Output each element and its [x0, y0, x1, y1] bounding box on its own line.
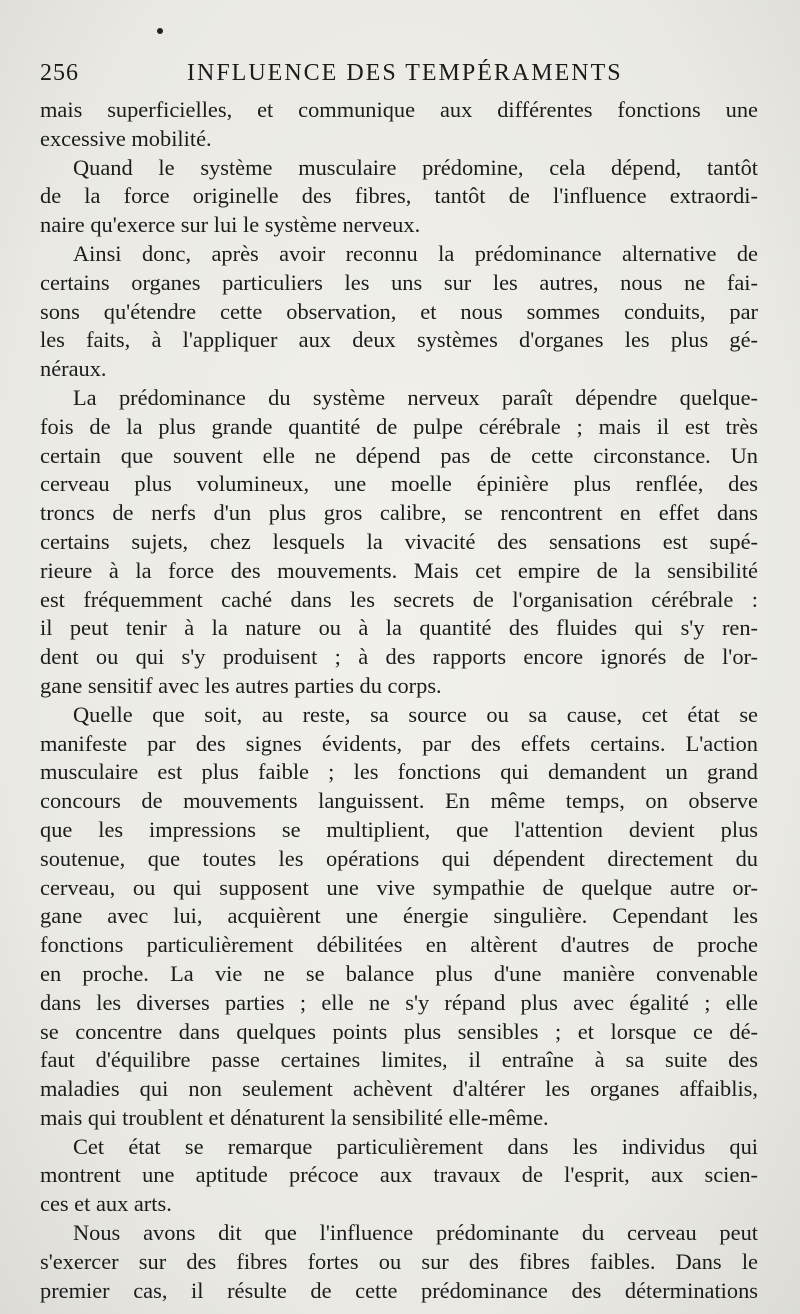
text-line: musculaire est plus faible ; les fonctions qui demandent un grand [40, 759, 758, 785]
text-line: fonctions particulièrement débilitées en altèrent d'autres de proche [40, 932, 758, 958]
text-line: mais qui troublent et dénaturent la sensibilité elle-même. [40, 1104, 549, 1130]
text-line: premier cas, il résulte de cette prédominance des déterminations [40, 1277, 758, 1303]
text-line: concours de mouvements languissent. En même temps, on observe [40, 788, 758, 814]
text-line: naire qu'exerce sur lui le système nerveux. [40, 212, 421, 238]
text-line: certain que souvent elle ne dépend pas de cette circonstance. Un [40, 442, 758, 468]
text-line: faut d'équilibre passe certaines limites, il entraîne à sa suite des [40, 1047, 758, 1073]
text-line: Cet état se remarque particulièrement dans les individus qui [73, 1133, 758, 1159]
text-line: excessive mobilité. [40, 125, 212, 151]
running-title: INFLUENCE DES TEMPÉRAMENTS [187, 60, 623, 86]
text-line: maladies qui non seulement achèvent d'altérer les organes affaiblis, [40, 1076, 758, 1102]
text-line: rieure à la force des mouvements. Mais cet empire de la sensibilité [40, 557, 758, 583]
text-line: Quelle que soit, au reste, sa source ou sa cause, cet état se [73, 701, 758, 727]
text-line: dent ou qui s'y produisent ; à des rapports encore ignorés de l'or- [40, 644, 758, 670]
text-line: ces et aux arts. [40, 1191, 172, 1217]
ink-dot [157, 28, 163, 34]
text-line: certains organes particuliers les uns sur les autres, nous ne fai- [40, 269, 758, 295]
text-line: en proche. La vie ne se balance plus d'une manière convenable [40, 960, 758, 986]
text-line: Quand le système musculaire prédomine, cela dépend, tantôt [73, 154, 758, 180]
text-line: soutenue, que toutes les opérations qui dépendent directement du [40, 845, 758, 871]
text-line: sons qu'étendre cette observation, et nous sommes conduits, par [40, 298, 758, 324]
text-line: mais superficielles, et communique aux différentes fonctions une [40, 97, 758, 122]
text-line: s'exercer sur des fibres fortes ou sur des fibres faibles. Dans le [40, 1248, 758, 1274]
text-line: certains sujets, chez lesquels la vivacité des sensations est supé- [40, 528, 758, 554]
text-line: montrent une aptitude précoce aux travaux de l'esprit, aux scien- [40, 1162, 758, 1188]
text-line: La prédominance du système nerveux paraît dépendre quelque- [73, 384, 758, 410]
text-line: est fréquemment caché dans les secrets de l'organisation cérébrale : [40, 586, 758, 612]
text-line: de la force originelle des fibres, tantôt de l'influence extraordi- [40, 183, 758, 209]
text-line: Nous avons dit que l'influence prédominante du cerveau peut [73, 1220, 758, 1246]
text-line: gane sensitif avec les autres parties du corps. [40, 672, 442, 698]
text-line: cerveau, ou qui supposent une vive sympathie de quelque autre or- [40, 874, 758, 900]
text-line: Ainsi donc, après avoir reconnu la prédominance alternative de [73, 240, 758, 266]
text-line: dans les diverses parties ; elle ne s'y répand plus avec égalité ; elle [40, 989, 758, 1015]
body-text [40, 96, 758, 1305]
text-line: se concentre dans quelques points plus sensibles ; et lorsque ce dé- [40, 1018, 758, 1044]
text-line: que les impressions se multiplient, que l'attention devient plus [40, 816, 758, 842]
text-line: néraux. [40, 356, 107, 382]
text-line: les faits, à l'appliquer aux deux systèmes d'organes les plus gé- [40, 327, 758, 353]
text-line: troncs de nerfs d'un plus gros calibre, se rencontrent en effet dans [40, 500, 758, 526]
text-line: il peut tenir à la nature ou à la quantité des fluides qui s'y ren- [40, 615, 758, 641]
page-number: 256 [40, 60, 79, 86]
running-head [40, 60, 760, 94]
text-line: manifeste par des signes évidents, par des effets certains. L'action [40, 730, 758, 756]
text-line: cerveau plus volumineux, une moelle épinière plus renflée, des [40, 471, 758, 497]
text-line: gane avec lui, acquièrent une énergie singulière. Cependant les [40, 903, 758, 929]
text-line: fois de la plus grande quantité de pulpe cérébrale ; mais il est très [40, 413, 758, 439]
